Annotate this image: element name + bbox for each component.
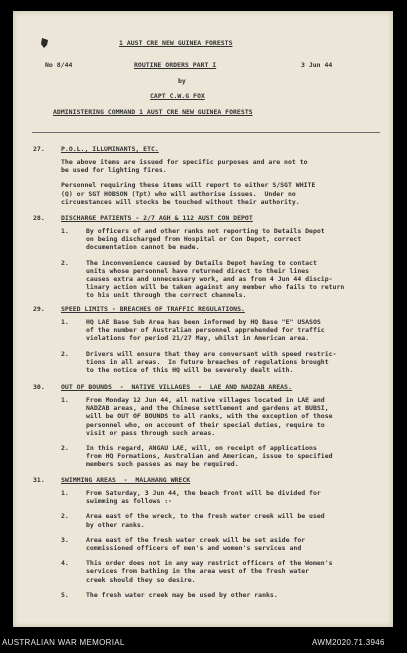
officer-name: CAPT C.W.G FOX [150,92,205,100]
paragraph-number: 3. [61,535,69,544]
order-date: 3 Jun 44 [301,61,333,69]
paragraph-line: violations for period 21/27 May, whilst in American area. [86,334,310,343]
order-number: No 8/44 [45,61,73,69]
section-number: 29. [33,305,45,313]
paragraph-number: 5. [61,590,69,599]
paragraph-line: linary action will be taken against any member who fails to return [86,283,345,292]
paragraph-line: The above items are issued for specific purposes and are not to [61,158,308,166]
paragraph-number: 2. [61,512,69,521]
by-word: by [178,77,186,85]
paragraph-number: 1. [61,489,69,497]
paragraph-line: Area east of the wreck, to the fresh water creek will be used [86,512,325,521]
paragraph-number: 2. [61,349,69,358]
paragraph-line: circumstances will stocks be touched without their authority. [61,197,300,206]
section-number: 30. [33,383,45,391]
paragraph-number: 1. [61,396,69,404]
section-title: P.O.L., ILLUMINANTS, ETC. [61,145,159,153]
paragraph-line: documentation cannot be made. [86,243,200,252]
paragraph-line: By officers of and other ranks not reporting to Details Depot [86,227,325,235]
paragraph-line: by other ranks. [86,520,145,529]
paragraph-line: from HQ Formations, Australian and American, issue to specified [86,452,333,461]
officer-role: ADMINISTERING COMMAND 1 AUST CRE NEW GUINEA FORESTS [53,108,253,116]
punch-hole-mark [39,36,51,50]
paragraph-line: From Saturday, 3 Jun 44, the beach front will be divided for [86,489,321,497]
paragraph-number: 1. [61,318,69,326]
paragraph-number: 2. [61,258,69,267]
paragraph-line: of the number of Australian personnel apprehended for traffic [86,326,325,335]
section-title: SPEED LIMITS - BREACHES OF TRAFFIC REGULATIONS. [61,305,245,313]
paragraph-line: The inconvenience caused by Details Depot having to contact [86,258,317,267]
paragraph-line: personnel who, on account of their special duties, require to [86,420,325,429]
paragraph-line: (Q) or SGT HOBSON (Tpt) who will authorise issues. Under no [61,189,296,198]
section-title: DISCHARGE PATIENTS - 2/7 AGH & 112 AUST CON DEPOT [61,214,253,222]
header-divider [32,132,380,133]
paragraph-line: will be OUT OF BOUNDS to all ranks, with the exception of those [86,412,333,421]
section-title: SWIMMING AREAS - MALAHANG WRECK [61,476,191,484]
document-page [13,11,393,627]
paragraph-line: The fresh water creek may be used by other ranks. [86,590,278,599]
paragraph-line: to his unit through the correct channels. [86,291,247,300]
paragraph-line: visit or pass through such areas. [86,428,216,437]
paragraph-number: 1. [61,227,69,235]
paragraph-line: Personnel requiring these items will report to either S/SGT WHITE [61,181,316,190]
paragraph-line: This order does not in any way restrict officers of the Women's [86,559,333,568]
paragraph-line: creek should they so desire. [86,575,196,584]
paragraph-line: services from bathing in the area west of the fresh water [86,567,310,576]
paragraph-line: Area east of the fresh water creek will be set aside for [86,535,306,544]
paragraph-line: commissioned officers of men's and women's services and [86,544,302,552]
paragraph-line: be used for lighting fires. [61,166,167,175]
orders-title: ROUTINE ORDERS PART I [134,61,217,69]
footer-accession: AWM2020.71.3946 [312,638,385,647]
unit-heading: 1 AUST CRE NEW GUINEA FORESTS [119,39,233,47]
paragraph-line: swimming as follows :- [86,497,173,506]
section-title: OUT OF BOUNDS - NATIVE VILLAGES - LAE AND NADZAB AREAS. [61,383,292,391]
section-number: 28. [33,214,45,222]
section-number: 27. [33,145,45,153]
paragraph-line: to the notice of this HQ will be severely dealt with. [86,366,294,374]
paragraph-line: HQ LAE Base Sub Area has been informed by HQ Base "E" USASOS [86,318,321,326]
paragraph-line: tions in all areas. In future breaches of regulations brought [86,357,329,366]
paragraph-line: causes extra and unnecessary work, and as from 4 Jun 44 discip- [86,275,333,283]
paragraph-line: NADZAB areas, and the Chinese settlement and gardens at BUBSI, [86,404,329,413]
paragraph-line: Drivers will ensure that they are conversant with speed restric- [86,349,337,358]
paragraph-number: 2. [61,444,69,452]
paragraph-line: on being discharged from Hospital or Con Depot, correct [86,235,302,244]
paragraph-line: From Monday 12 Jun 44, all native villages located in LAE and [86,396,325,404]
paragraph-number: 4. [61,559,69,568]
footer-credit: AUSTRALIAN WAR MEMORIAL [2,638,125,647]
section-number: 31. [33,476,45,484]
paragraph-line: members such passes as may be required. [86,460,239,469]
paragraph-line: units whose personnel have returned direct to their lines [86,266,310,275]
paragraph-line: In this regard, ANGAU LAE, will, on receipt of applications [86,444,317,452]
